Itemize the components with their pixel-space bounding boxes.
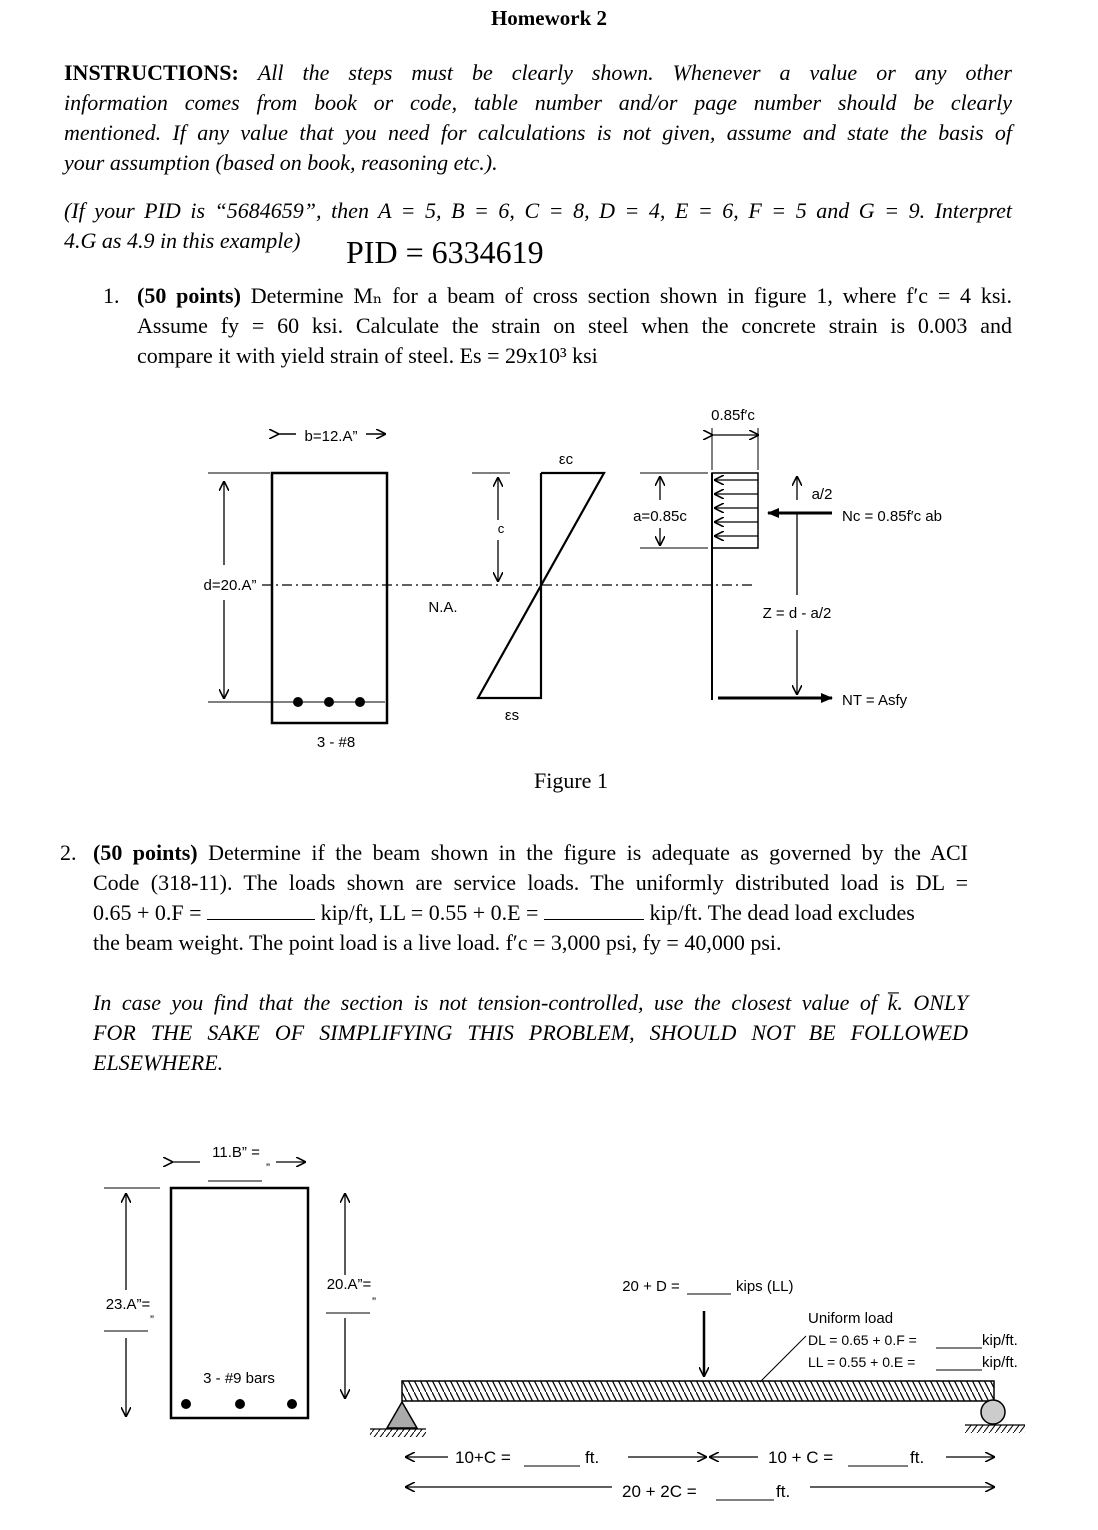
a2-label: a/2 xyxy=(811,486,833,503)
span-total-label: 20 + 2C = xyxy=(622,1482,697,1501)
rebar-2-2 xyxy=(235,1399,245,1409)
problem2-line4: the beam weight. The point load is a live load. f′c = 3,000 psi, fy = 40,000 psi. xyxy=(93,930,782,955)
page-title: Homework 2 xyxy=(490,6,608,30)
rebar-2-3 xyxy=(287,1399,297,1409)
problem2-line2: Code (318-11). The loads shown are service loads. The uniformly distributed load is DL = xyxy=(93,870,968,895)
problem1-line1: Determine Mₙ for a beam of cross section shown in figure 1, where f′c = 4 ksi. xyxy=(240,283,1013,308)
problem2-note2: FOR THE SAKE OF SIMPLIFYING THIS PROBLEM, SHOULD NOT BE FOLLOWED xyxy=(93,1020,968,1045)
problem1-number: 1. xyxy=(103,283,120,308)
instructions-line3: mentioned. If any value that you need for calculations is not given, assume and state the basis of xyxy=(64,120,1012,145)
instructions-line2: information comes from book or code, table number and/or page number should be clearly xyxy=(64,90,1012,115)
bars-2-label: 3 - #9 bars xyxy=(203,1370,275,1387)
figure-2 xyxy=(0,1130,1098,1530)
b-label: b=12.A” xyxy=(304,428,358,445)
span-total-unit: ft. xyxy=(776,1482,791,1501)
problem1-text xyxy=(137,281,1012,371)
instructions-line4: your assumption (based on book, reasoning etc.). xyxy=(64,150,498,175)
c-label: c xyxy=(497,521,505,536)
pin-ground xyxy=(370,1429,426,1437)
problem1-line3: compare it with yield strain of steel. Es = 29x10³ ksi xyxy=(137,343,598,368)
nt-label: NT = Asfy xyxy=(842,692,908,709)
roller-support xyxy=(981,1400,1005,1424)
z-label: Z = d - a/2 xyxy=(762,605,832,622)
dl-answer-blank[interactable] xyxy=(207,901,315,920)
point-load-label-a: 20 + D = xyxy=(622,1278,680,1295)
width-label: 11.B” = xyxy=(212,1144,260,1161)
span-left-label: 10+C = xyxy=(455,1448,511,1467)
ll-label: LL = 0.55 + 0.E = xyxy=(808,1354,916,1370)
span-right-unit: ft. xyxy=(910,1448,925,1467)
es-label: εs xyxy=(504,707,520,724)
instructions xyxy=(64,58,1012,178)
problem2-note3: ELSEWHERE. xyxy=(93,1050,224,1075)
problem2-note xyxy=(93,988,968,1078)
ll-answer-blank[interactable] xyxy=(544,901,644,920)
figure-1 xyxy=(0,390,1098,810)
problem2-line3a: 0.65 + 0.F = xyxy=(93,900,202,925)
pid-note-line2: 4.G as 4.9 in this example) xyxy=(64,228,301,253)
nc-label: Nc = 0.85f′c ab xyxy=(842,508,942,525)
ll-unit: kip/ft. xyxy=(982,1354,1018,1371)
point-load-label-b: kips (LL) xyxy=(736,1278,794,1295)
figure-1-caption: Figure 1 xyxy=(534,768,608,793)
stress-arrows xyxy=(715,480,758,536)
instructions-label: INSTRUCTIONS: xyxy=(64,60,239,85)
beam-section-1 xyxy=(272,473,387,723)
stress-label: 0.85f′c xyxy=(711,407,755,424)
na-label: N.A. xyxy=(428,599,458,616)
pid-note-line1: (If your PID is “5684659”, then A = 5, B = 6, C = 8, D = 4, E = 6, F = 5 and G = 9. Interpret xyxy=(64,198,1012,223)
stress-block xyxy=(712,473,758,548)
problem2-line1: Determine if the beam shown in the figure is adequate as governed by the ACI xyxy=(197,840,968,865)
problem1-line2: Assume fy = 60 ksi. Calculate the strain on steel when the concrete strain is 0.003 and xyxy=(137,313,1012,338)
problem2-number: 2. xyxy=(60,840,77,865)
beam-elevation xyxy=(402,1381,994,1401)
width-unit: ” xyxy=(266,1161,270,1175)
span-left-unit: ft. xyxy=(585,1448,600,1467)
rebar-2-1 xyxy=(181,1399,191,1409)
uniform-title: Uniform load xyxy=(808,1310,894,1327)
a-label: a=0.85c xyxy=(633,508,687,525)
problem2-line3b: kip/ft, LL = 0.55 + 0.E = xyxy=(320,900,539,925)
bars-label: 3 - #8 xyxy=(316,734,356,751)
depth-unit: ” xyxy=(372,1295,376,1309)
d-label: d=20.A” xyxy=(203,577,257,594)
problem2-points: (50 points) xyxy=(93,840,198,865)
dl-label: DL = 0.65 + 0.F = xyxy=(808,1332,917,1348)
height-unit: ” xyxy=(150,1313,154,1327)
problem2-note1: In case you find that the section is not tension-controlled, use the closest value of k̅. ONLY xyxy=(93,990,968,1015)
uniform-leader xyxy=(760,1336,806,1382)
instructions-line1: All the steps must be clearly shown. Whenever a value or any other xyxy=(257,60,1012,85)
depth-label: 20.A”= xyxy=(326,1276,372,1293)
problem1-points: (50 points) xyxy=(137,283,241,308)
span-right-label: 10 + C = xyxy=(768,1448,834,1467)
problem2-line3c: kip/ft. The dead load excludes xyxy=(649,900,915,925)
pid-value: PID = 6334619 xyxy=(346,234,544,270)
height-label: 23.A”= xyxy=(105,1296,151,1313)
dl-unit: kip/ft. xyxy=(982,1332,1018,1349)
problem2-text xyxy=(93,838,968,958)
roller-ground xyxy=(965,1425,1025,1433)
ec-label: εc xyxy=(558,451,574,468)
pin-support xyxy=(387,1402,417,1428)
